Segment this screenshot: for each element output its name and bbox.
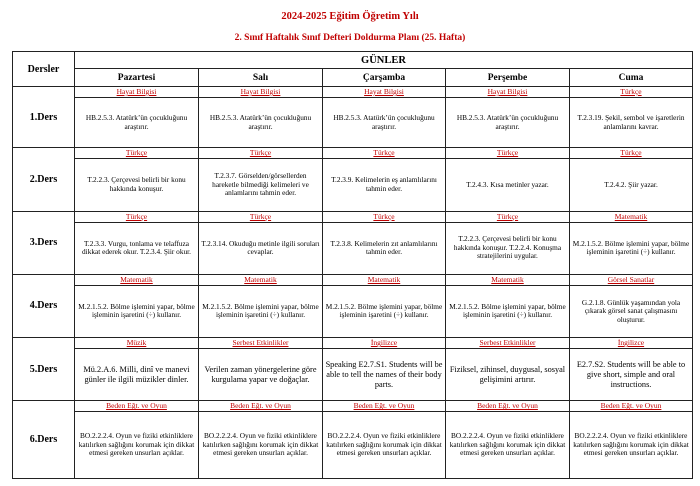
lesson-cell — [199, 148, 323, 211]
learning-outcome-text: HB.2.5.3. Atatürk’ün çocukluğunu araştırır. — [456, 113, 559, 131]
lesson-cell — [446, 338, 570, 401]
subject-label-row — [446, 401, 569, 412]
learning-outcome-text: Fiziksel, zihinsel, duygusal, sosyal gelişimini artırır. — [449, 364, 566, 384]
lesson-cell — [75, 148, 199, 211]
day-header-wednesday: Çarşamba — [323, 69, 446, 87]
lesson-cell — [570, 274, 693, 337]
learning-outcome-text: M.2.1.5.2. Bölme işlemini yapar, bölme işleminin işaretini (÷) kullanır. — [449, 301, 566, 320]
lesson-row — [13, 401, 693, 479]
lesson-cell — [323, 211, 446, 274]
subject-label-row — [75, 212, 198, 223]
subject-label: Hayat Bilgisi — [240, 87, 281, 96]
subject-label-row — [570, 87, 692, 98]
lesson-cell — [323, 148, 446, 211]
lesson-cell — [199, 274, 323, 337]
subject-label-row — [199, 212, 322, 223]
lesson-row — [13, 87, 693, 148]
subject-label: Türkçe — [125, 211, 148, 221]
subject-label-row — [570, 212, 692, 223]
learning-outcome-text: M.2.1.5.2. Bölme işlemini yapar, bölme işleminin işaretini (÷) kullanır. — [78, 301, 195, 320]
lesson-cell — [570, 148, 693, 211]
subject-label: Beden Eğt. ve Oyun — [477, 401, 538, 411]
subject-label: Matematik — [244, 274, 277, 284]
lesson-cell — [323, 338, 446, 401]
subject-label: Türkçe — [496, 211, 519, 221]
lesson-cell — [75, 87, 199, 148]
lesson-cell — [446, 274, 570, 337]
lesson-cell — [323, 401, 446, 479]
learning-outcome-text: T.2.2.3. Çerçevesi belirli bir konu hakkında konuşur. — [87, 175, 186, 193]
learning-outcome-text: BO.2.2.2.4. Oyun ve fiziki etkinliklere katılırken sağlığını korumak için dikkat etmesi gereken unsurları açıklar. — [78, 431, 195, 458]
learning-outcome-text: G.2.1.8. Günlük yaşamından yola çıkarak görsel sanat çalışmasını oluşturur. — [581, 297, 681, 324]
learning-outcome-text: Verilen zaman yönergelerine göre kurgulama yapar ve doğaçlar. — [204, 364, 317, 384]
subject-label-row — [570, 338, 692, 349]
lesson-label: 5.Ders — [13, 338, 75, 401]
lesson-row — [13, 148, 693, 211]
document-subtitle: 2. Sınıf Haftalık Sınıf Defteri Doldurma Planı (25. Hafta) — [234, 33, 466, 43]
subject-label-row — [75, 275, 198, 286]
lesson-row — [13, 338, 693, 401]
subject-label: Türkçe — [373, 148, 395, 158]
subject-label: Matematik — [367, 274, 401, 284]
subject-label-row — [446, 212, 569, 223]
learning-outcome-text: M.2.1.5.2. Bölme işlemini yapar, bölme işleminin işaretini (÷) kullanır. — [202, 301, 319, 320]
lesson-cell — [446, 87, 570, 148]
learning-outcome-text: M.2.1.5.2. Bölme işlemini yapar, bölme işleminin işaretini (÷) kullanır. — [325, 301, 443, 320]
learning-outcome-text: HB.2.5.3. Atatürk’ün çocukluğunu araştırır. — [333, 113, 435, 131]
learning-outcome-text: T.2.3.3. Vurgu, tonlama ve telaffuza dikkat ederek okur. T.2.3.4. Şiir okur. — [82, 238, 191, 257]
subject-label-row — [199, 87, 322, 98]
subject-label: Türkçe — [620, 148, 642, 158]
days-header: GÜNLER — [75, 52, 693, 69]
lesson-cell — [75, 401, 199, 479]
subject-label-row — [75, 148, 198, 159]
lesson-cell — [199, 87, 323, 148]
learning-outcome-text: T.2.3.8. Kelimelerin zıt anlamlılarını tahmin eder. — [330, 238, 438, 257]
lesson-row — [13, 274, 693, 337]
subject-label-row — [446, 148, 569, 159]
subject-label: Türkçe — [249, 148, 272, 158]
subject-label: Matematik — [614, 211, 648, 221]
lesson-label: 2.Ders — [13, 148, 75, 211]
lesson-label: 6.Ders — [13, 401, 75, 479]
learning-outcome-text: BO.2.2.2.4. Oyun ve fiziki etkinliklere katılırken sağlığını korumak için dikkat etmesi gereken unsurları açıklar. — [202, 431, 319, 458]
subject-label-row — [323, 338, 445, 349]
subject-label-row — [570, 401, 692, 412]
subject-label: Serbest Etkinlikler — [479, 338, 536, 348]
learning-outcome-text: T.2.3.19. Şekil, sembol ve işaretlerin anlamlarını kavrar. — [577, 113, 685, 131]
subject-label-row — [446, 275, 569, 286]
day-header-thursday: Perşembe — [446, 69, 570, 87]
subject-label-row — [570, 275, 692, 286]
subject-label-row — [323, 275, 445, 286]
subject-label: Görsel Sanatlar — [607, 274, 655, 284]
subject-label: Beden Eğt. ve Oyun — [353, 401, 415, 411]
subject-label-row — [75, 87, 198, 98]
subject-label-row — [570, 148, 692, 159]
learning-outcome-text: BO.2.2.2.4. Oyun ve fiziki etkinliklere katılırken sağlığını korumak için dikkat etmesi gereken unsurları açıklar. — [326, 431, 442, 458]
subject-label-row — [199, 338, 322, 349]
lesson-cell — [570, 338, 693, 401]
learning-outcome-text: BO.2.2.2.4. Oyun ve fiziki etkinliklere katılırken sağlığını korumak için dikkat etmesi gereken unsurları açıklar. — [573, 431, 689, 458]
lesson-cell — [75, 274, 199, 337]
subject-label: Hayat Bilgisi — [487, 87, 528, 96]
subject-label: Beden Eğt. ve Oyun — [106, 401, 167, 411]
lesson-row — [13, 211, 693, 274]
learning-outcome-text: T.2.2.3. Çerçevesi belirli bir konu hakkında konuşur. T.2.2.4. Konuşma stratejilerini uygular. — [453, 234, 562, 261]
subject-label-row — [199, 401, 322, 412]
learning-outcome-text: E2.7.S2. Students will be able to give short, simple and oral instructions. — [576, 359, 686, 389]
subject-label: Serbest Etkinlikler — [232, 338, 289, 348]
learning-outcome-text: HB.2.5.3. Atatürk’ün çocukluğunu araştırır. — [209, 113, 312, 131]
day-header-monday: Pazartesi — [75, 69, 199, 87]
lesson-label: 3.Ders — [13, 211, 75, 274]
subject-label: Hayat Bilgisi — [116, 87, 157, 96]
lesson-cell — [446, 211, 570, 274]
document-title: 2024-2025 Eğitim Öğretim Yılı — [281, 11, 419, 22]
lesson-cell — [75, 211, 199, 274]
learning-outcome-text: Speaking E2.7.S1. Students will be able to tell the names of their body parts. — [325, 359, 443, 389]
subject-label: Türkçe — [125, 148, 148, 158]
subject-label: Beden Eğt. ve Oyun — [230, 401, 291, 411]
subject-label: Hayat Bilgisi — [364, 87, 404, 96]
subject-label: İngilizce — [370, 338, 398, 348]
lesson-cell — [446, 148, 570, 211]
subject-label-row — [446, 87, 569, 98]
subject-label: Matematik — [120, 274, 153, 284]
subject-label: Türkçe — [620, 87, 642, 96]
subject-label-row — [323, 401, 445, 412]
learning-outcome-text: T.2.3.7. Görselden/görsellerden hareketle bilmediği kelimeleri ve anlamlarını tahmin eder. — [212, 171, 309, 198]
subject-label: Türkçe — [249, 211, 272, 221]
lesson-cell — [570, 87, 693, 148]
learning-outcome-text: T.2.3.14. Okuduğu metinle ilgili soruları cevaplar. — [201, 238, 320, 257]
lesson-cell — [323, 274, 446, 337]
subject-label-row — [323, 148, 445, 159]
lessons-header: Dersler — [13, 52, 75, 87]
subject-label-row — [446, 338, 569, 349]
day-header-tuesday: Salı — [199, 69, 323, 87]
lesson-cell — [199, 338, 323, 401]
learning-outcome-text: T.2.4.3. Kısa metinler yazar. — [466, 179, 549, 189]
subject-label: Matematik — [491, 274, 524, 284]
subject-label-row — [323, 87, 445, 98]
lesson-cell — [199, 211, 323, 274]
lesson-cell — [570, 211, 693, 274]
lesson-cell — [570, 401, 693, 479]
subject-label: Türkçe — [373, 211, 395, 221]
lesson-cell — [323, 87, 446, 148]
subject-label-row — [75, 401, 198, 412]
subject-label-row — [323, 212, 445, 223]
lesson-cell — [199, 401, 323, 479]
lesson-label: 1.Ders — [13, 87, 75, 148]
lesson-cell — [446, 401, 570, 479]
subject-label: Türkçe — [496, 148, 519, 158]
learning-outcome-text: Mü.2.A.6. Milli, dinî ve manevi günler ile ilgili müzikler dinler. — [83, 364, 190, 384]
subject-label: İngilizce — [617, 338, 645, 348]
learning-outcome-text: M.2.1.5.2. Bölme işlemini yapar, bölme işleminin işaretini (÷) kullanır. — [572, 238, 690, 257]
learning-outcome-text: HB.2.5.3. Atatürk’ün çocukluğunu araştırır. — [85, 113, 188, 131]
weekly-plan-table — [12, 51, 693, 479]
lesson-label: 4.Ders — [13, 274, 75, 337]
subject-label-row — [199, 148, 322, 159]
learning-outcome-text: T.2.3.9. Kelimelerin eş anlamlılarını tahmin eder. — [331, 175, 437, 193]
subject-label-row — [75, 338, 198, 349]
day-header-friday: Cuma — [570, 69, 693, 87]
subject-label: Beden Eğt. ve Oyun — [600, 401, 662, 411]
subject-label: Müzik — [126, 338, 147, 348]
lesson-cell — [75, 338, 199, 401]
learning-outcome-text: T.2.4.2. Şiir yazar. — [604, 179, 658, 189]
learning-outcome-text: BO.2.2.2.4. Oyun ve fiziki etkinliklere katılırken sağlığını korumak için dikkat etmesi gereken unsurları açıklar. — [449, 431, 566, 458]
subject-label-row — [199, 275, 322, 286]
